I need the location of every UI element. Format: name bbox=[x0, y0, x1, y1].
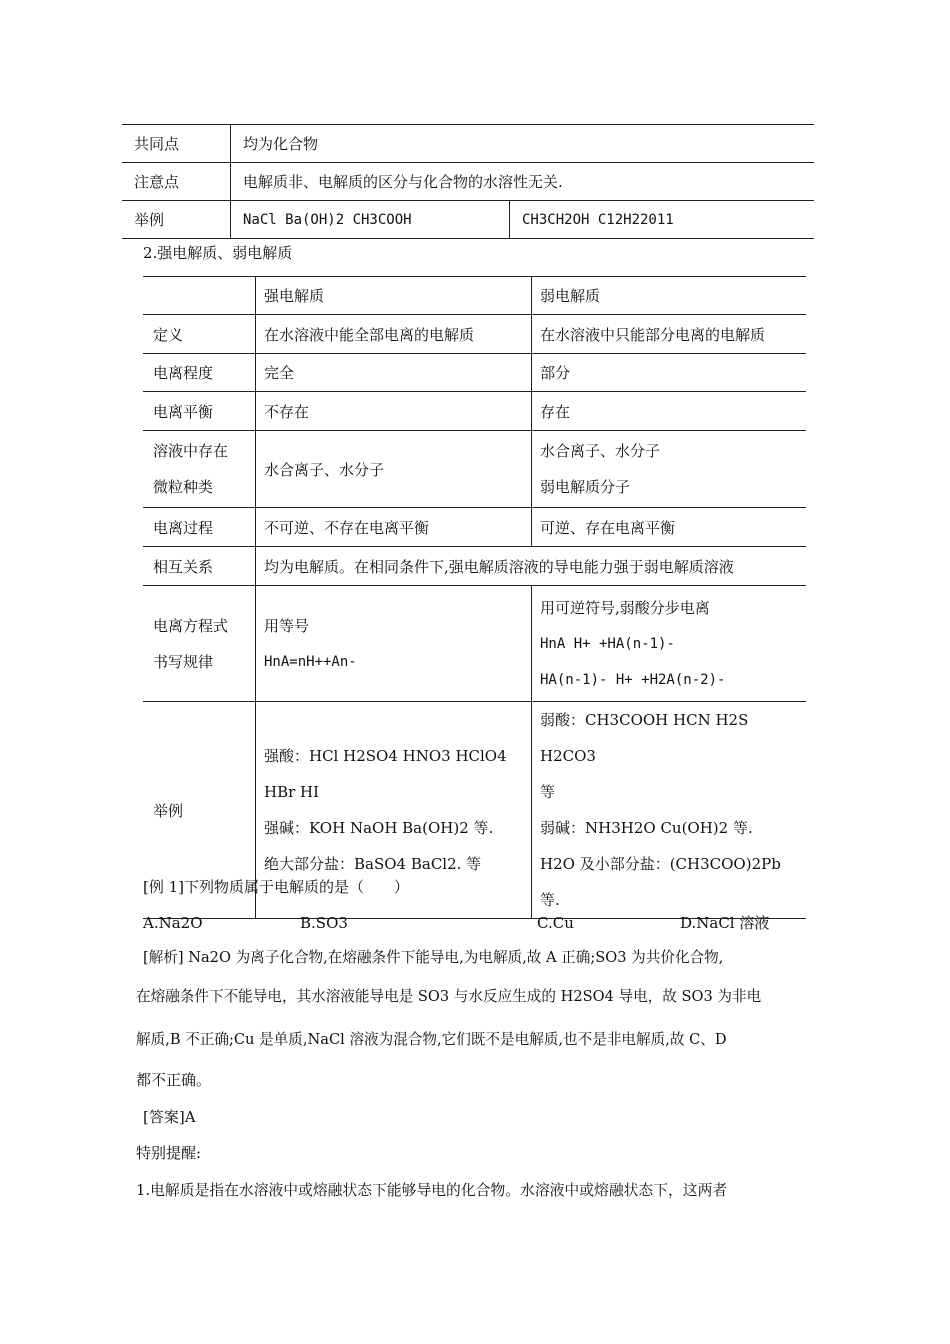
weak-cell: 可逆、存在电离平衡 bbox=[532, 508, 807, 547]
row-label: 电离过程 bbox=[143, 508, 256, 547]
cell-line: 弱酸：CH3COOH HCN H2S H2CO3 bbox=[540, 711, 749, 765]
table-row bbox=[143, 392, 806, 431]
nonelectrolyte-examples: CH3CH2OH C12H22011 bbox=[510, 201, 815, 239]
cell-line: 用可逆符号,弱酸分步电离 bbox=[540, 598, 710, 617]
row-label: 注意点 bbox=[122, 163, 231, 201]
row-content: 电解质非、电解质的区分与化合物的水溶性无关. bbox=[231, 163, 815, 201]
row-label-line: 微粒种类 bbox=[153, 478, 214, 496]
analysis-line: 都不正确。 bbox=[136, 1071, 212, 1089]
table-row bbox=[143, 354, 806, 392]
cell-line: 用等号 bbox=[264, 616, 310, 635]
row-label: 举例 bbox=[122, 201, 231, 239]
merged-cell: 均为电解质。在相同条件下,强电解质溶液的导电能力强于弱电解质溶液 bbox=[256, 547, 807, 586]
option-a: A.Na2O bbox=[143, 914, 203, 932]
cell-line: 绝大部分盐：BaSO4 BaCl2. 等 bbox=[264, 855, 482, 873]
cell-line: 弱碱：NH3H2O Cu(OH)2 等. bbox=[540, 819, 753, 837]
row-content: 均为化合物 bbox=[231, 125, 815, 163]
strong-cell: 水合离子、水分子 bbox=[256, 431, 532, 508]
answer: [答案]A bbox=[143, 1108, 196, 1126]
analysis-line: 解质,B 不正确;Cu 是单质,NaCl 溶液为混合物,它们既不是电解质,也不是非电解质,故 C、D bbox=[136, 1031, 727, 1048]
option-b: B.SO3 bbox=[300, 914, 348, 932]
equation-line: HA(n-1)- H+ +H2A(n-2)- bbox=[540, 671, 726, 688]
cell-line: 强酸：HCl H2SO4 HNO3 HClO4 bbox=[264, 747, 507, 765]
strong-cell: 完全 bbox=[256, 354, 532, 392]
table-row bbox=[143, 508, 806, 547]
cell-line: HBr HI bbox=[264, 783, 320, 801]
row-label: 定义 bbox=[143, 315, 256, 354]
table-row bbox=[122, 201, 814, 239]
analysis-line: 在熔融条件下不能导电，其水溶液能导电是 SO3 与水反应生成的 H2SO4 导电，故 SO3 为非电 bbox=[136, 988, 762, 1005]
weak-cell bbox=[532, 702, 807, 919]
row-label bbox=[143, 586, 256, 702]
cell-line: 水合离子、水分子 bbox=[540, 442, 661, 460]
strong-weak-electrolyte-table bbox=[143, 276, 806, 919]
row-label bbox=[143, 431, 256, 508]
cell-line: 弱电解质分子 bbox=[540, 478, 631, 496]
table-row bbox=[143, 586, 806, 702]
header-strong: 强电解质 bbox=[256, 277, 532, 315]
table-row bbox=[122, 125, 814, 163]
row-label: 相互关系 bbox=[143, 547, 256, 586]
weak-cell: 在水溶液中只能部分电离的电解质 bbox=[532, 315, 807, 354]
example-question: [例 1]下列物质属于电解质的是（ ） bbox=[143, 878, 410, 896]
header-blank bbox=[143, 277, 256, 315]
comparison-table-1 bbox=[122, 124, 814, 239]
option-d: D.NaCl 溶液 bbox=[680, 914, 770, 932]
row-label-line: 书写规律 bbox=[153, 652, 214, 671]
tip-title: 特别提醒: bbox=[136, 1144, 202, 1162]
analysis-line: [解析] Na2O 为离子化合物,在熔融条件下能导电,为电解质,故 A 正确;SO3 为共价化合物, bbox=[143, 949, 724, 966]
option-c: C.Cu bbox=[537, 914, 574, 932]
row-label: 举例 bbox=[143, 702, 256, 919]
cell-line: 强碱：KOH NaOH Ba(OH)2 等. bbox=[264, 819, 494, 837]
equation-line: HnA=nH++An- bbox=[264, 653, 357, 670]
tip-line: 1.电解质是指在水溶液中或熔融状态下能够导电的化合物。水溶液中或熔融状态下，这两者 bbox=[136, 1182, 728, 1199]
table-row bbox=[143, 431, 806, 508]
table-row bbox=[122, 163, 814, 201]
cell-line: H2O 及小部分盐：(CH3COO)2Pb 等. bbox=[540, 855, 781, 909]
strong-cell bbox=[256, 586, 532, 702]
equation-line: HnA H+ +HA(n-1)- bbox=[540, 635, 675, 652]
weak-cell bbox=[532, 586, 807, 702]
electrolyte-examples: NaCl Ba(OH)2 CH3COOH bbox=[231, 201, 510, 239]
row-label-line: 溶液中存在 bbox=[153, 442, 229, 460]
weak-cell: 部分 bbox=[532, 354, 807, 392]
row-label: 电离程度 bbox=[143, 354, 256, 392]
strong-cell: 在水溶液中能全部电离的电解质 bbox=[256, 315, 532, 354]
row-label: 共同点 bbox=[122, 125, 231, 163]
strong-cell: 不可逆、不存在电离平衡 bbox=[256, 508, 532, 547]
header-weak: 弱电解质 bbox=[532, 277, 807, 315]
row-label: 电离平衡 bbox=[143, 392, 256, 431]
cell-line: 等 bbox=[540, 783, 556, 801]
table-row bbox=[143, 315, 806, 354]
row-label-line: 电离方程式 bbox=[153, 616, 229, 635]
weak-cell: 存在 bbox=[532, 392, 807, 431]
section-heading: 2.强电解质、弱电解质 bbox=[143, 244, 293, 262]
weak-cell bbox=[532, 431, 807, 508]
table-header-row bbox=[143, 277, 806, 315]
table-row bbox=[143, 547, 806, 586]
strong-cell: 不存在 bbox=[256, 392, 532, 431]
